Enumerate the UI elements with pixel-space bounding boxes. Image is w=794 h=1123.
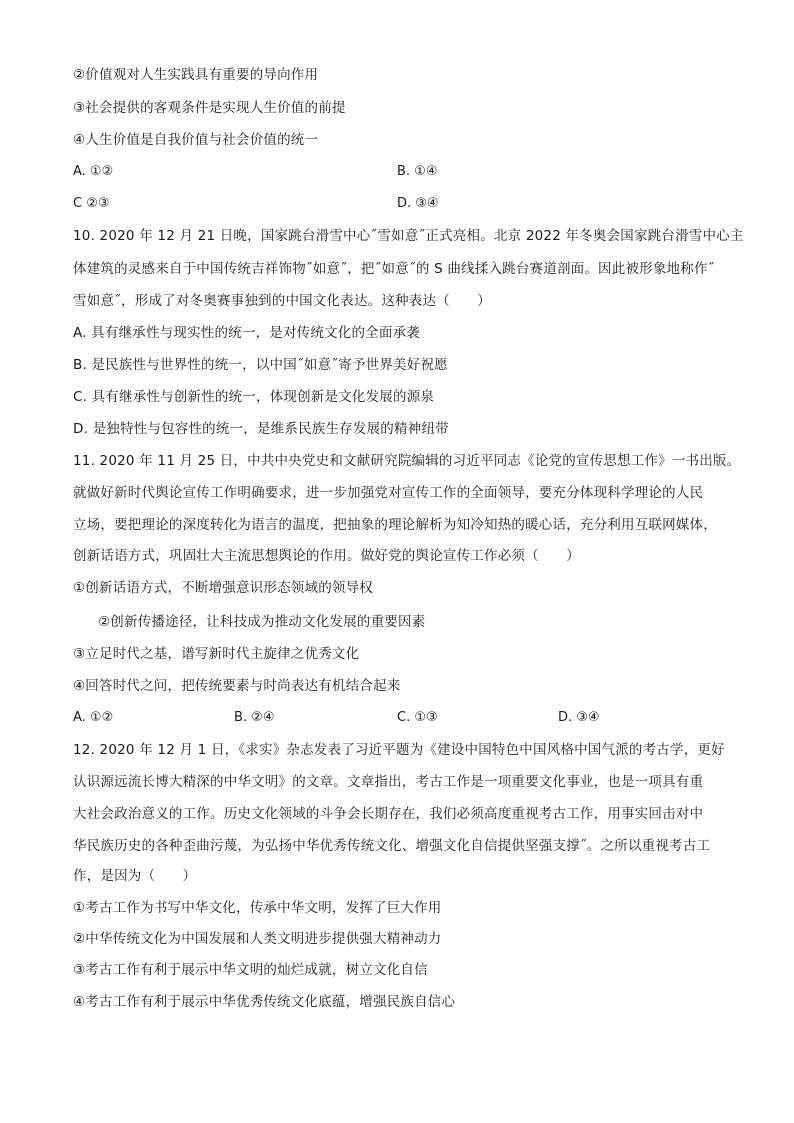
option-a: A. ①② bbox=[73, 164, 114, 179]
q12-stem-line-2: 认识源远流长博大精深的中华文明》的文章。文章指出，考古工作是一项重要文化事业，也是一项具有重 bbox=[73, 774, 704, 790]
q11-statement-4: ④回答时代之问，把传统要素与时尚表达有机结合起来 bbox=[73, 678, 401, 694]
statement-3: ③社会提供的客观条件是实现人生价值的前提 bbox=[73, 100, 346, 116]
q11-statement-2: ②创新传播途径，让科技成为推动文化发展的重要因素 bbox=[98, 614, 426, 630]
q12-stem-line-5: 作，是因为（ ） bbox=[73, 868, 197, 884]
q11-option-b: B. ②④ bbox=[234, 710, 275, 725]
option-b: B. ①④ bbox=[397, 164, 438, 179]
q11-stem-line-2: 就做好新时代舆论宣传工作明确要求，进一步加强党对宣传工作的全面领导，要充分体现科学理论的人民 bbox=[73, 485, 704, 501]
q10-option-c: C. 具有继承性与创新性的统一，体现创新是文化发展的源泉 bbox=[73, 389, 435, 405]
q11-statement-1: ①创新话语方式，不断增强意识形态领域的领导权 bbox=[73, 580, 374, 596]
q11-option-d: D. ③④ bbox=[558, 710, 600, 725]
q12-stem-line-4: 华民族历史的各种歪曲污蔑，为弘扬中华优秀传统文化、增强文化自信提供坚强支撑˝。之所以重视考古工 bbox=[73, 838, 711, 854]
q10-stem-line-1: 10. 2020 年 12 月 21 日晚，国家跳台滑雪中心˝雪如意˝正式亮相。北京 2022 年冬奥会国家跳台滑雪中心主 bbox=[73, 228, 744, 244]
q10-option-d: D. 是独特性与包容性的统一，是维系民族生存发展的精神纽带 bbox=[73, 421, 449, 437]
option-c: C ②③ bbox=[73, 196, 110, 211]
q11-option-c: C. ①③ bbox=[397, 710, 438, 725]
q12-stem-line-1: 12. 2020 年 12 月 1 日，《求实》杂志发表了习近平题为《建设中国特色中国风格中国气派的考古学，更好 bbox=[73, 742, 725, 758]
q12-statement-1: ①考古工作为书写中华文化，传承中华文明，发挥了巨大作用 bbox=[73, 900, 442, 916]
q10-option-b: B. 是民族性与世界性的统一，以中国˝如意˝寄予世界美好祝愿 bbox=[73, 357, 448, 373]
q11-statement-3: ③立足时代之基，谱写新时代主旋律之优秀文化 bbox=[73, 646, 360, 662]
q12-stem-line-3: 大社会政治意义的工作。历史文化领域的斗争会长期存在，我们必须高度重视考古工作，用事实回击对中 bbox=[73, 806, 704, 822]
statement-4: ④人生价值是自我价值与社会价值的统一 bbox=[73, 132, 319, 148]
q12-statement-2: ②中华传统文化为中国发展和人类文明进步提供强大精神动力 bbox=[73, 931, 442, 947]
q11-stem-line-1: 11. 2020 年 11 月 25 日，中共中央党史和文献研究院编辑的习近平同志《论党的宣传思想工作》一书出版。 bbox=[73, 453, 741, 469]
q12-statement-3: ③考古工作有利于展示中华文明的灿烂成就，树立文化自信 bbox=[73, 962, 428, 978]
q11-stem-line-3: 立场，要把理论的深度转化为语言的温度，把抽象的理论解析为知冷知热的暖心话，充分利用互联网媒体， bbox=[73, 517, 717, 533]
q11-stem-line-4: 创新话语方式，巩固壮大主流思想舆论的作用。做好党的舆论宣传工作必须（ ） bbox=[73, 548, 580, 564]
q10-stem-line-3: 雪如意˝，形成了对冬奥赛事独到的中国文化表达。这种表达（ ） bbox=[73, 293, 491, 309]
q12-statement-4: ④考古工作有利于展示中华优秀传统文化底蕴，增强民族自信心 bbox=[73, 994, 456, 1010]
q10-option-a: A. 具有继承性与现实性的统一，是对传统文化的全面承袭 bbox=[73, 325, 420, 341]
q10-stem-line-2: 体建筑的灵感来自于中国传统吉祥饰物˝如意˝，把˝如意˝的 S 曲线揉入跳台赛道剖面。因此被形象地称作˝ bbox=[73, 261, 715, 277]
q11-option-a: A. ①② bbox=[73, 710, 114, 725]
option-d: D. ③④ bbox=[397, 196, 439, 211]
statement-2: ②价值观对人生实践具有重要的导向作用 bbox=[73, 67, 319, 83]
